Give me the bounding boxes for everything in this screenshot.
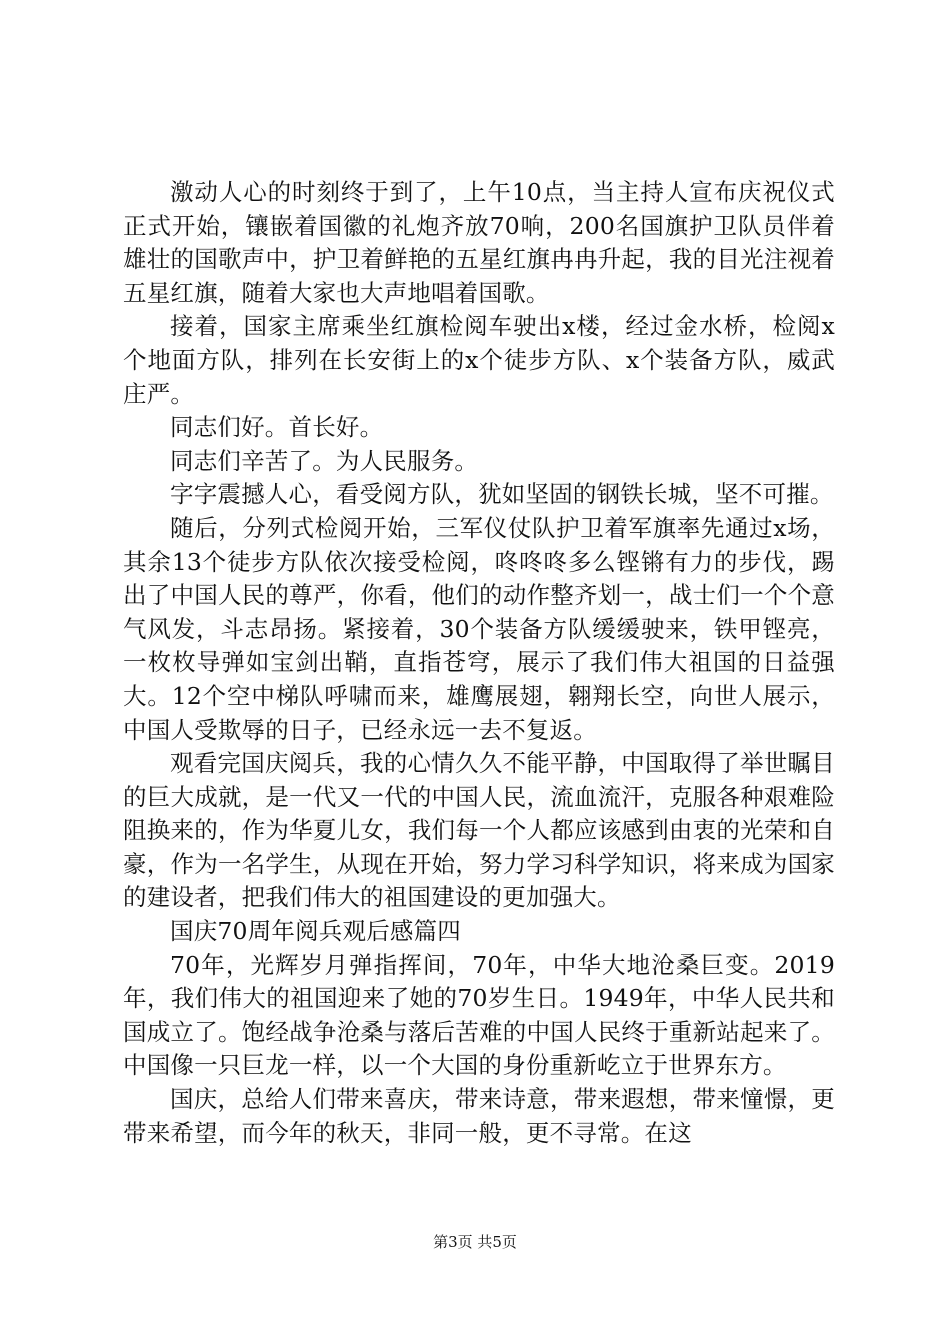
paragraph-parade-review: 随后，分列式检阅开始，三军仪仗队护卫着军旗率先通过x场，其余13个徒步方队依次接受检阅，咚咚咚多么铿锵有力的步伐，踢出了中国人民的尊严，你看，他们的动作整齐划一，战士们一个个意气风发，斗志昂扬。紧接着，30个装备方队缓缓驶来，铁甲铿亮，一枚枚导弹如宝剑出鞘，直指苍穹，展示了我们伟大祖国的日益强大。12个空中梯队呼啸而来，雄鹰展翅，翱翔长空，向世人展示，中国人受欺辱的日子，已经永远一去不复返。 bbox=[123, 513, 835, 744]
section-heading: 国庆70周年阅兵观后感篇四 bbox=[170, 917, 462, 946]
paragraph-reflection: 观看完国庆阅兵，我的心情久久不能平静，中国取得了举世瞩目的巨大成就，是一代又一代的中国人民，流血流汗，克服各种艰难险阻换来的，作为华夏儿女，我们每一个人都应该感到由衷的光荣和自豪，作为一名学生，从现在开始，努力学习科学知识，将来成为国家的建设者，把我们伟大的祖国建设的更加强大。 bbox=[123, 749, 835, 912]
document-body bbox=[123, 176, 835, 1150]
paragraph-greeting-1: 同志们好。首长好。 bbox=[170, 413, 384, 442]
paragraph-70-years: 70年，光辉岁月弹指挥间，70年，中华大地沧桑巨变。2019年，我们伟大的祖国迎来了她的70岁生日。1949年，中华人民共和国成立了。饱经战争沧桑与落后苦难的中国人民终于重新站起来了。中国像一只巨龙一样，以一个大国的身份重新屹立于世界东方。 bbox=[123, 950, 835, 1080]
paragraph-greeting-2: 同志们辛苦了。为人民服务。 bbox=[170, 446, 479, 475]
paragraph-ceremony-start: 激动人心的时刻终于到了，上午10点，当主持人宣布庆祝仪式正式开始，镶嵌着国徽的礼炮齐放70响，200名国旗护卫队员伴着雄壮的国歌声中，护卫着鲜艳的五星红旗冉冉升起，我的目光注视着五星红旗，随着大家也大声地唱着国歌。 bbox=[123, 178, 835, 307]
page-number-footer: 第3页 共5页 bbox=[433, 1233, 517, 1251]
paragraph-review-vehicle: 接着，国家主席乘坐红旗检阅车驶出x楼，经过金水桥，检阅x个地面方队，排列在长安街上的x个徒步方队、x个装备方队，威武庄严。 bbox=[123, 312, 835, 408]
paragraph-national-day: 国庆，总给人们带来喜庆，带来诗意，带来遐想，带来憧憬，更带来希望，而今年的秋天，非同一般，更不寻常。在这 bbox=[123, 1085, 835, 1147]
paragraph-steel-wall: 字字震撼人心，看受阅方队，犹如坚固的钢铁长城，坚不可摧。 bbox=[170, 480, 834, 509]
